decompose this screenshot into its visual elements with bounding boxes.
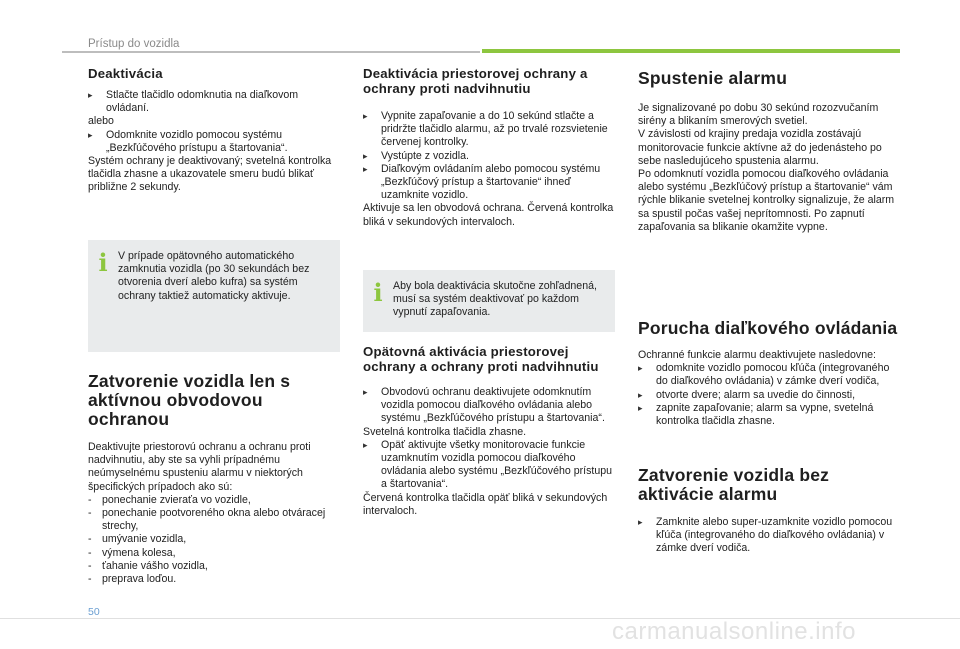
column-1 — [88, 66, 344, 195]
info-icon: i — [98, 248, 108, 277]
column-3-middle — [638, 319, 900, 428]
section-title-alarm-trigger: Spustenie alarmu — [638, 68, 788, 88]
list-item: ▸ odomknite vozidlo pomocou kľúča (integrovaného do diaľkového ovládania) v zámke dverí vodiča, — [638, 362, 890, 388]
section-title-remote-fault: Porucha diaľkového ovládania — [638, 318, 898, 338]
list-item: ▸ Vypnite zapaľovanie a do 10 sekúnd stlačte a pridržte tlačidlo alarmu, až po trvalé rozsvietenie červenej kontrolky. — [363, 110, 608, 149]
page-number: 50 — [88, 606, 100, 618]
paragraph: Aktivuje sa len obvodová ochrana. Červená kontrolka bliká v sekundových intervaloch. — [363, 202, 614, 228]
list-item: ▸ Vystúpte z vozidla. — [363, 149, 469, 162]
section-title-deactivate-volumetric: Deaktivácia priestorovej ochrany a ochrany proti nadvihnutiu — [363, 66, 588, 96]
bullet-icon: ▸ — [363, 150, 368, 161]
bullet-icon: ▸ — [638, 389, 643, 400]
list-item: ▸ Zamknite alebo super-uzamknite vozidlo pomocou kľúča (integrovaného do diaľkového ovládania) v zámke dverí vodiča. — [638, 516, 893, 555]
column-3-lower — [638, 466, 900, 556]
section-title-close-perimeter: Zatvorenie vozidla len s aktívnou obvodovou ochranou — [88, 371, 291, 429]
info-box — [88, 240, 340, 352]
paragraph: Je signalizované po dobu 30 sekúnd rozozvučaním sirény a blikaním smerových svetiel. V závislosti od krajiny predaja vozidla zostávajú monitorovacie funkcie aktívne až do jedenásteho po sebe nasledujúceho spustenia alarmu. Po odomknutí vozidla pomocou diaľkového ovládania alebo systému „Bezkľúčový prístup a štartovanie“ vám rýchle blikanie svetelnej kontrolky signalizuje, že alarm sa spustil počas vašej neprítomnosti. Po zapnutí zapaľovania sa blikanie okamžite vypne. — [638, 102, 895, 233]
info-box — [363, 270, 615, 332]
or-text: alebo — [88, 115, 114, 128]
bullet-icon: ▸ — [638, 402, 643, 413]
paragraph: Svetelná kontrolka tlačidla zhasne. — [363, 425, 527, 438]
list-item: - výmena kolesa, — [88, 546, 176, 559]
section-title-close-no-alarm: Zatvorenie vozidla bez aktivácie alarmu — [638, 465, 830, 504]
paragraph: Ochranné funkcie alarmu deaktivujete nasledovne: — [638, 349, 876, 361]
bullet-icon: ▸ — [638, 363, 643, 374]
dash-marker: - — [88, 559, 92, 572]
list-item: ▸ Odomknite vozidlo pomocou systému „Bezkľúčového prístupu a štartovania“. — [88, 128, 288, 154]
dash-marker: - — [88, 546, 92, 559]
column-2-lower — [363, 344, 615, 518]
section-title-deactivation: Deaktivácia — [88, 66, 163, 81]
list-item: ▸ Diaľkovým ovládaním alebo pomocou systému „Bezkľúčový prístup a štartovanie“ ihneď uzamknite vozidlo. — [363, 162, 601, 202]
list-item: ▸ Stlačte tlačidlo odomknutia na diaľkovom ovládaní. — [88, 89, 299, 115]
list-item: - preprava loďou. — [88, 573, 177, 586]
bullet-icon: ▸ — [88, 129, 93, 140]
list-item: - umývanie vozidla, — [88, 533, 187, 546]
bullet-icon: ▸ — [363, 163, 368, 174]
list-item: - ponechanie pootvoreného okna alebo otváracej strechy, — [88, 507, 326, 533]
bullet-icon: ▸ — [363, 439, 368, 450]
list-item: ▸ Opäť aktivujte všetky monitorovacie funkcie uzamknutím vozidla pomocou diaľkového ovládania alebo systému „Bezkľúčového prístupu a štartovania“. — [363, 438, 612, 491]
dash-marker: - — [88, 493, 92, 506]
paragraph: Červená kontrolka tlačidla opäť bliká v sekundových intervaloch. — [363, 491, 608, 517]
info-text: Aby bola deaktivácia skutočne zohľadnená, musí sa systém deaktivovať po každom vypnutí zapaľovania. — [393, 280, 597, 319]
bullet-icon: ▸ — [638, 517, 643, 527]
list-item: ▸ otvorte dvere; alarm sa uvedie do činnosti, — [638, 388, 856, 401]
header-divider — [62, 51, 480, 53]
header-accent-bar — [482, 49, 900, 53]
list-item: ▸ Obvodovú ochranu deaktivujete odomknutím vozidla pomocou diaľkového ovládania alebo systému „Bezkľúčového prístupu a štartovania“. — [363, 386, 605, 425]
list-item: - ťahanie vášho vozidla, — [88, 559, 208, 572]
bullet-icon: ▸ — [363, 387, 368, 397]
watermark: carmanualsonline.info — [612, 618, 856, 645]
bullet-icon: ▸ — [363, 111, 368, 121]
dash-marker: - — [88, 573, 92, 586]
paragraph: Deaktivujte priestorovú ochranu a ochranu proti nadvihnutiu, aby ste sa vyhli prípadnému neúmyselnému spusteniu alarmu v niektorých špecifických prípadoch ako sú: — [88, 441, 311, 493]
dash-marker: - — [88, 507, 92, 520]
column-3 — [638, 66, 900, 234]
bullet-icon: ▸ — [88, 90, 93, 100]
running-header: Prístup do vozidla — [88, 38, 180, 50]
column-2 — [363, 66, 615, 229]
list-item: - ponechanie zvieraťa vo vozidle, — [88, 493, 251, 506]
paragraph: Systém ochrany je deaktivovaný; svetelná kontrolka tlačidla zhasne a ukazovatele smeru budú blikať približne 2 sekundy. — [88, 155, 332, 194]
dash-marker: - — [88, 533, 92, 546]
info-icon: i — [373, 278, 383, 307]
list-item: ▸ zapnite zapaľovanie; alarm sa vypne, svetelná kontrolka tlačidla zhasne. — [638, 401, 874, 428]
section-title-reactivation: Opätovná aktivácia priestorovej ochrany a ochrany proti nadvihnutiu — [363, 344, 599, 374]
column-1-lower — [88, 372, 344, 586]
dash-list — [88, 494, 344, 586]
info-text: V prípade opätovného automatického zamknutia vozidla (po 30 sekundách bez otvorenia dverí alebo kufra) sa systém ochrany taktiež automaticky aktivuje. — [118, 250, 310, 302]
